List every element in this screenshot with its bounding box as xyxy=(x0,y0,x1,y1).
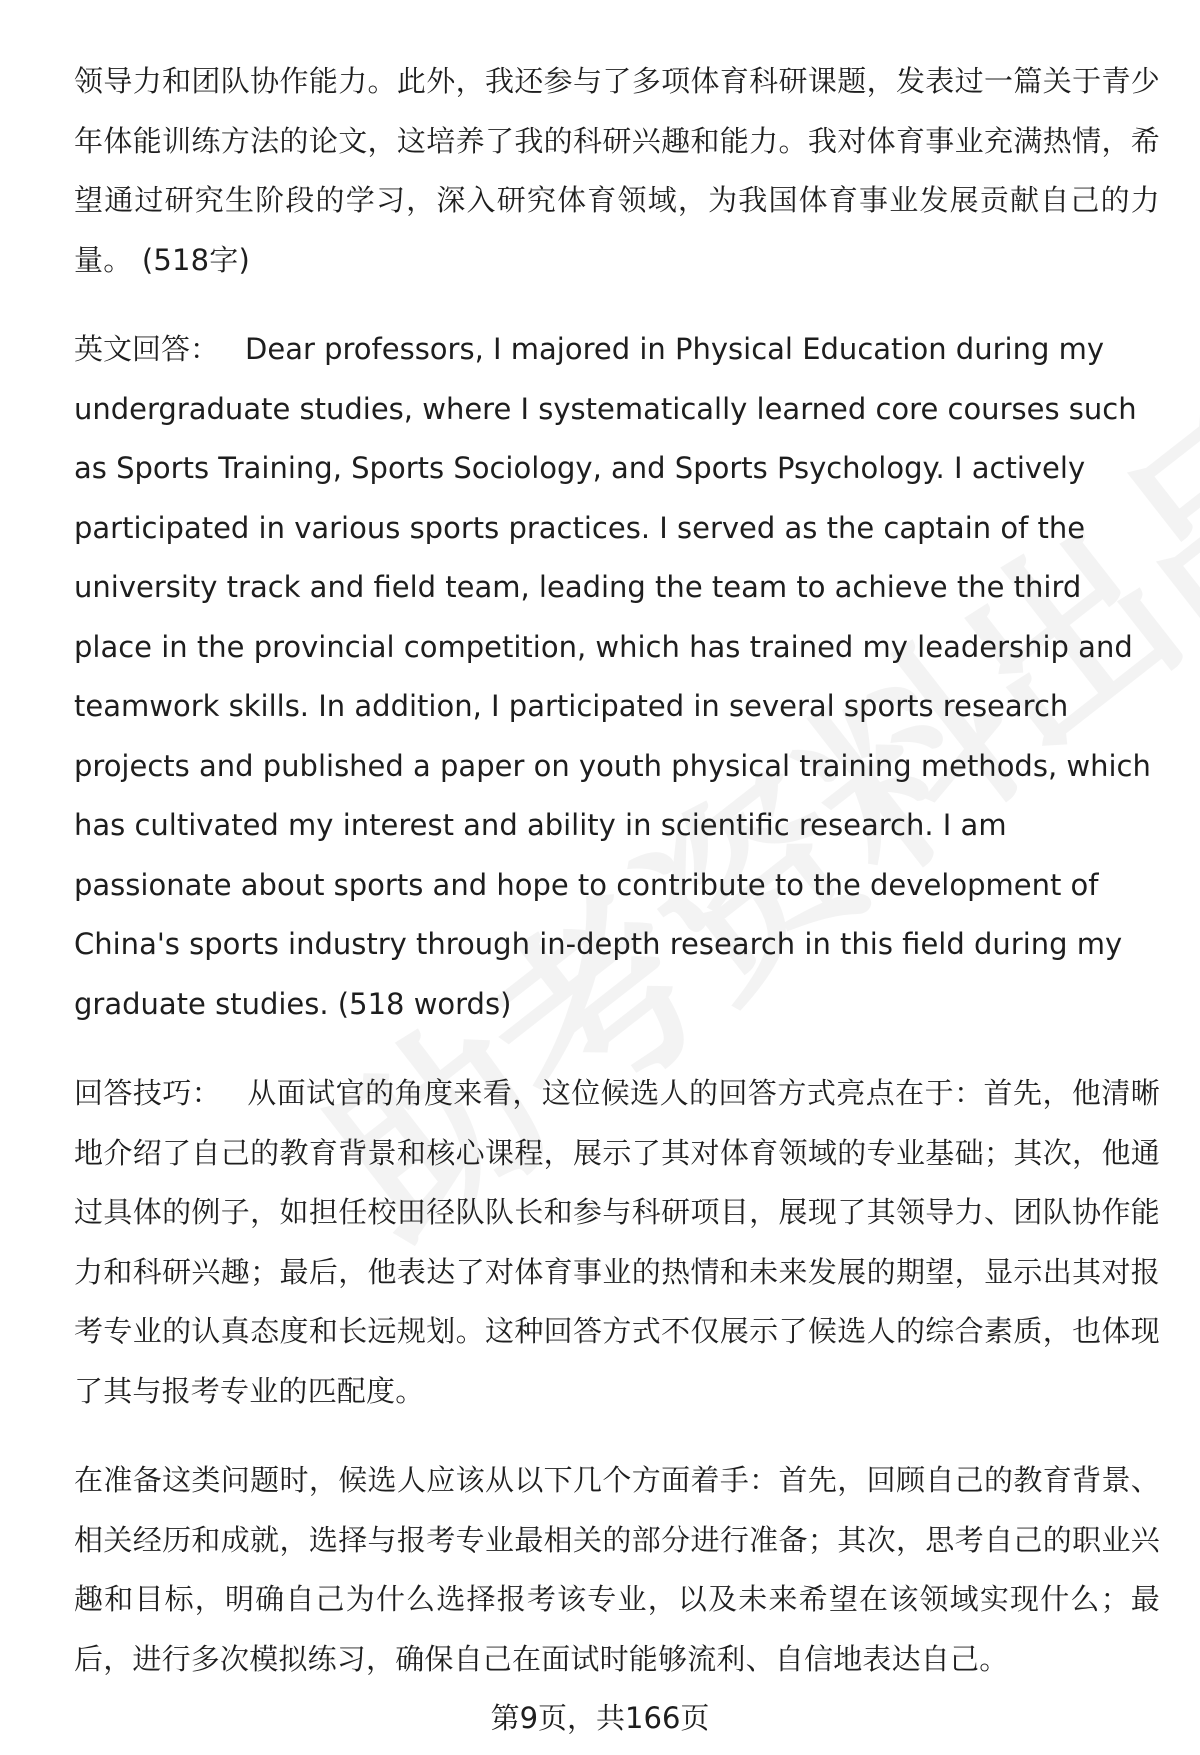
paragraph-preparation-advice xyxy=(74,1451,1160,1689)
paragraph-text: 领导力和团队协作能力。此外，我还参与了多项体育科研课题，发表过一篇关于青少年体能训练方法的论文，这培养了我的科研兴趣和能力。我对体育事业充满热情，希望通过研究生阶段的学习，深入研究体育领域，为我国体育事业发展贡献自己的力量。 (518字) xyxy=(74,64,1160,277)
answer-tips-label: 回答技巧： xyxy=(74,1076,222,1110)
document-page xyxy=(74,52,1160,1719)
page-number-footer: 第9页，共166页 xyxy=(490,1701,710,1735)
answer-tips-text: 从面试官的角度来看，这位候选人的回答方式亮点在于：首先，他清晰地介绍了自己的教育背景和核心课程，展示了其对体育领域的专业基础；其次，他通过具体的例子，如担任校田径队队长和参与科研项目，展现了其领导力、团队协作能力和科研兴趣；最后，他表达了对体育事业的热情和未来发展的期望，显示出其对报考专业的认真态度和长远规划。这种回答方式不仅展示了候选人的综合素质，也体现了其与报考专业的匹配度。 xyxy=(74,1076,1160,1408)
paragraph-chinese-answer-end xyxy=(74,52,1160,290)
english-answer-label: 英文回答： xyxy=(74,332,220,366)
paragraph-english-answer xyxy=(74,320,1160,1034)
paragraph-answer-tips xyxy=(74,1064,1160,1421)
preparation-advice-text: 在准备这类问题时，候选人应该从以下几个方面着手：首先，回顾自己的教育背景、相关经历和成就，选择与报考专业最相关的部分进行准备；其次，思考自己的职业兴趣和目标，明确自己为什么选择报考该专业，以及未来希望在该领域实现什么；最后，进行多次模拟练习，确保自己在面试时能够流利、自信地表达自己。 xyxy=(74,1463,1160,1676)
english-answer-text: Dear professors, I majored in Physical Education during my undergraduate studies, where I systematically learned core courses such as Sports Training, Sports Sociology, and Sports Psychology. I actively participated in various sports practices. I served as the captain of the university track and field team, leading the team to achieve the third place in the provincial competition, which has trained my leadership and teamwork skills. In addition, I participated in several sports research projects and published a paper on youth physical training methods, which has cultivated my interest and ability in scientific research. I am passionate about sports and hope to contribute to the development of China's sports industry through in-depth research in this field during my graduate studies. (518 words) xyxy=(74,332,1151,1021)
